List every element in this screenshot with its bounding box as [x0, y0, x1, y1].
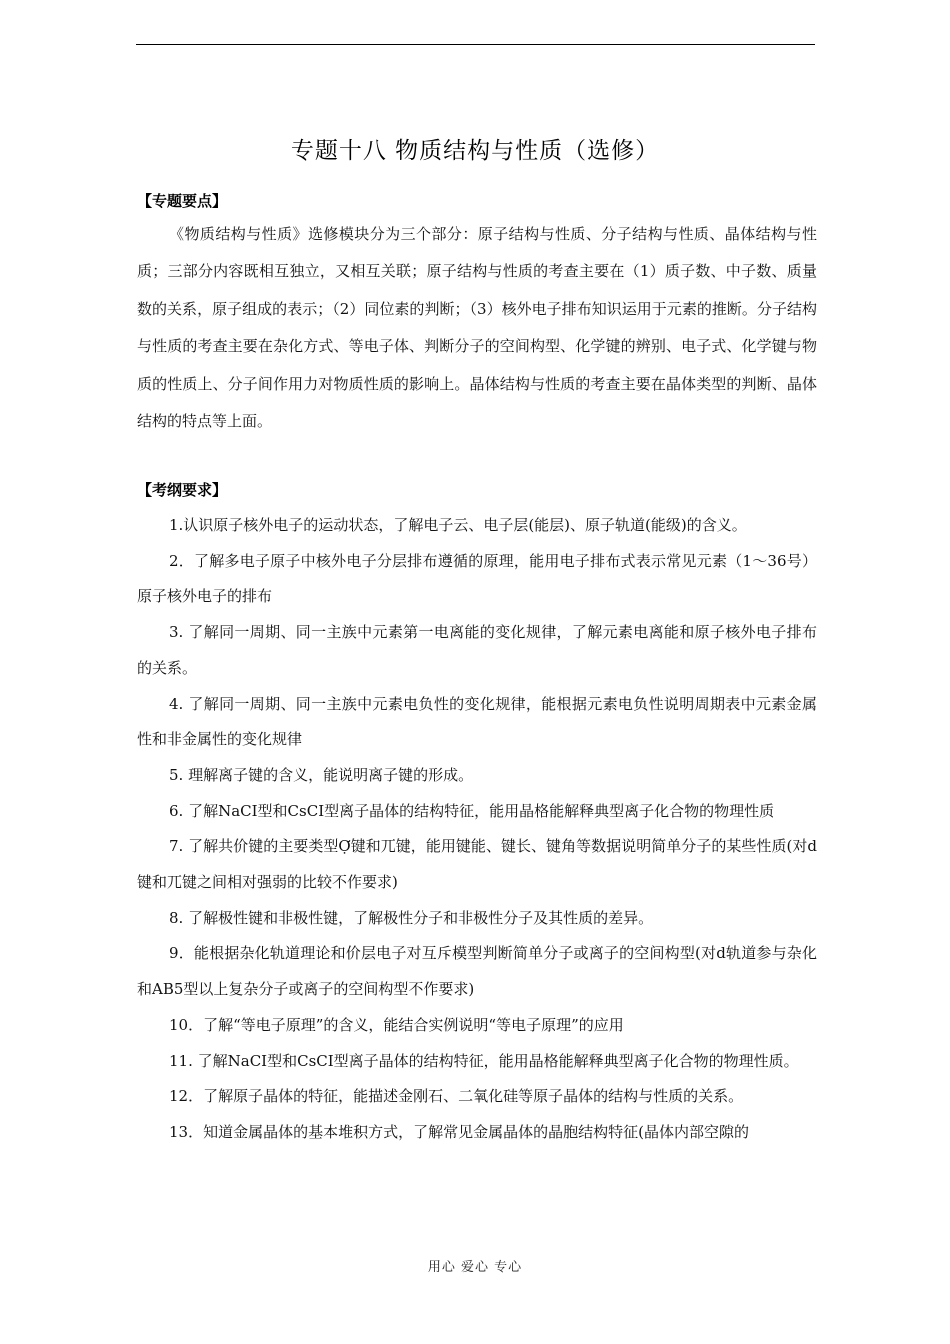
requirement-item: 13．知道金属晶体的基本堆积方式，了解常见金属晶体的晶胞结构特征(晶体内部空隙的: [169, 1122, 749, 1141]
requirement-item: 3. 了解同一周期、同一主族中元素第一电离能的变化规律，了解元素电离能和原子核外电子排布的关系。: [137, 623, 817, 677]
page-title: 专题十八 物质结构与性质（选修）: [290, 138, 660, 164]
requirement-item: 7. 了解共价键的主要类型Ợ键和兀键，能用键能、键长、键角等数据说明简单分子的某些性质(对d键和兀键之间相对强弱的比较不作要求): [137, 837, 817, 892]
requirement-item: 8. 了解极性键和非极性键，了解极性分子和非极性分子及其性质的差异。: [169, 908, 654, 927]
requirement-item: 4. 了解同一周期、同一主族中元素电负性的变化规律，能根据元素电负性说明周期表中元素金属性和非金属性的变化规律: [137, 694, 817, 749]
requirements-list: [137, 508, 817, 1151]
page-footer: 用心 爱心 专心: [427, 1260, 523, 1275]
requirements-heading: 【考纲要求】: [137, 481, 228, 499]
header-rule: [136, 44, 815, 45]
requirement-item: 10．了解“等电子原理”的含义，能结合实例说明“等电子原理”的应用: [169, 1015, 624, 1034]
requirement-item: 11. 了解NaCI型和CsCI型离子晶体的结构特征，能用晶格能解释典型离子化合物的物理性质。: [169, 1051, 799, 1070]
requirement-item: 6. 了解NaCI型和CsCI型离子晶体的结构特征，能用晶格能解释典型离子化合物的物理性质: [169, 801, 775, 820]
requirement-item: 1.认识原子核外电子的运动状态，了解电子云、电子层(能层)、原子轨道(能级)的含义。: [169, 516, 747, 534]
requirement-item: 12．了解原子晶体的特征，能描述金刚石、二氧化硅等原子晶体的结构与性质的关系。: [169, 1087, 744, 1106]
requirement-item: 2．了解多电子原子中核外电子分层排布遵循的原理，能用电子排布式表示常见元素（1～36号）原子核外电子的排布: [137, 551, 817, 606]
key-points-paragraph: 《物质结构与性质》选修模块分为三个部分：原子结构与性质、分子结构与性质、晶体结构与性质；三部分内容既相互独立，又相互关联；原子结构与性质的考查主要在（1）质子数、中子数、质量数的关系，原子组成的表示；（2）同位素的判断；（3）核外电子排布知识运用于元素的推断。分子结构与性质的考查主要在杂化方式、等电子体、判断分子的空间构型、化学键的辨别、电子式、化学键与物质的性质上、分子间作用力对物质性质的影响上。晶体结构与性质的考查主要在晶体类型的判断、晶体结构的特点等上面。: [137, 225, 817, 431]
requirement-item: 9．能根据杂化轨道理论和价层电子对互斥模型判断简单分子或离子的空间构型(对d轨道参与杂化和AB5型以上复杂分子或离子的空间构型不作要求): [137, 944, 817, 999]
requirement-item: 5. 理解离子键的含义，能说明离子键的形成。: [169, 765, 474, 784]
key-points-heading: 【专题要点】: [137, 192, 228, 210]
